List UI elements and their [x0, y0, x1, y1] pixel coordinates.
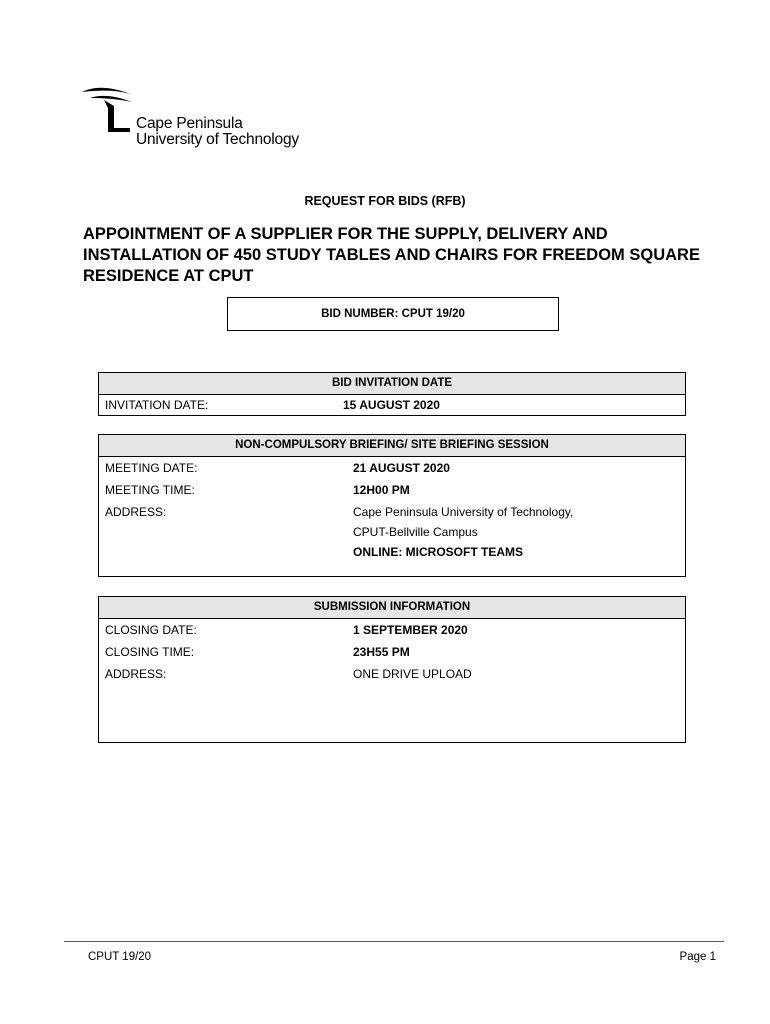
logo-line-2: University of Technology [136, 131, 299, 148]
address-line: CPUT-Bellville Campus [353, 525, 478, 539]
table-row [99, 501, 685, 565]
table-row [99, 457, 685, 479]
submission-header: SUBMISSION INFORMATION [99, 597, 685, 619]
bid-number-box: BID NUMBER: CPUT 19/20 [227, 297, 559, 331]
meeting-date-label: MEETING DATE: [105, 461, 198, 475]
invitation-table [98, 372, 686, 416]
address-line: ONLINE: MICROSOFT TEAMS [353, 545, 523, 559]
closing-date-label: CLOSING DATE: [105, 623, 197, 637]
document-title: APPOINTMENT OF A SUPPLIER FOR THE SUPPLY, DELIVERY AND INSTALLATION OF 450 STUDY TABLES AND CHAIRS FOR FREEDOM SQUARE RESIDENCE AT CPUT [83, 225, 700, 285]
closing-time-value: 23H55 PM [353, 645, 410, 659]
briefing-table [98, 434, 686, 577]
cput-logo [80, 84, 310, 154]
submission-table [98, 596, 686, 743]
briefing-address-label: ADDRESS: [105, 505, 167, 519]
document-heading: REQUEST FOR BIDS (RFB) [304, 194, 466, 208]
submission-address-label: ADDRESS: [105, 667, 167, 681]
closing-time-label: CLOSING TIME: [105, 645, 195, 659]
footer-divider [64, 941, 724, 942]
table-row [99, 395, 685, 415]
meeting-time-value: 12H00 PM [353, 483, 410, 497]
table-row [99, 663, 685, 685]
closing-date-value: 1 SEPTEMBER 2020 [353, 623, 468, 637]
footer-reference: CPUT 19/20 [88, 951, 152, 963]
meeting-time-label: MEETING TIME: [105, 483, 195, 497]
cput-logo-mark-icon [80, 84, 140, 134]
table-row [99, 641, 685, 663]
invitation-date-label: INVITATION DATE: [105, 398, 209, 412]
table-row [99, 479, 685, 501]
briefing-header: NON-COMPULSORY BRIEFING/ SITE BRIEFING SESSION [99, 435, 685, 457]
logo-wordmark [136, 116, 299, 148]
invitation-header: BID INVITATION DATE [99, 373, 685, 395]
meeting-date-value: 21 AUGUST 2020 [353, 461, 450, 475]
invitation-date-value: 15 AUGUST 2020 [343, 398, 440, 412]
page-number: Page 1 [679, 951, 716, 963]
logo-line-1: Cape Peninsula [136, 115, 243, 132]
table-row [99, 619, 685, 641]
address-line: Cape Peninsula University of Technology, [353, 505, 574, 519]
briefing-address-value [353, 502, 573, 562]
submission-address-value: ONE DRIVE UPLOAD [353, 667, 472, 681]
